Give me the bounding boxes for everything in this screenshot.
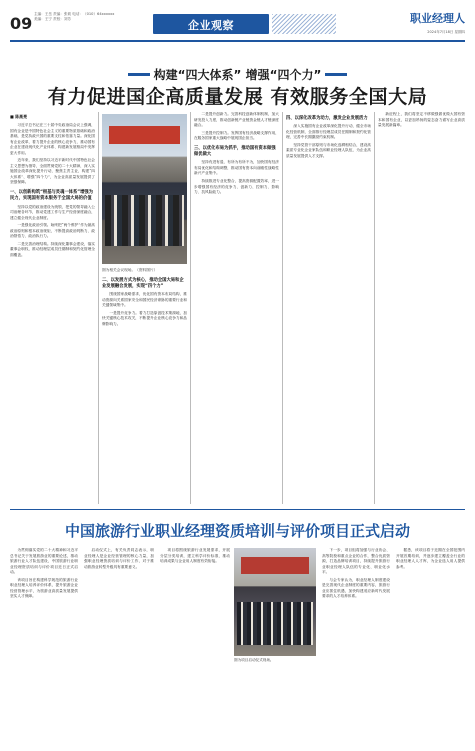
article1-column-4	[286, 112, 371, 504]
section-title: 企业观察	[188, 19, 234, 32]
paragraph: 一是提升竞争力。着力打造原创技术策源地，加快关键核心技术攻关，不断提升企业核心竞争力和品牌影响力。	[102, 310, 187, 326]
article1-headline: 有力促进国企高质量发展 有效服务全国大局	[47, 86, 428, 108]
paragraph: 坚持以党的政治建设为统领，把党的领导融入公司治理各环节，推动党建工作与生产经营深度融合，建立健全现代企业制度。	[10, 204, 95, 220]
paragraph: 项目将围绕旅游行业发展需求，开展分层分类培训，建立科学评价标准，推动培训成果与企业用人制度有效衔接。	[160, 548, 230, 564]
paragraph: 新征程上，我们将坚定不移做强做优做大国有资本和国有企业，以更加昂扬的姿态奋力谱写企业高质量发展新篇章。	[378, 112, 465, 128]
stage-banner	[109, 126, 180, 144]
paragraph: 启动仪式上，有关负责同志表示，职业经理人是企业经营管理的核心力量，加强职业经理资质培训与评价工作，对于推动旅游业转型升级具有重要意义。	[84, 548, 154, 569]
photo-attendees	[237, 602, 312, 645]
editor-meta	[34, 12, 114, 23]
kicker-dash-right	[325, 73, 347, 76]
masthead	[0, 0, 475, 40]
column-divider	[282, 112, 283, 504]
paragraph: 围绕国家战略需求，优化国有资本布局结构，推动资源向关系国家安全和国民经济命脉的重要行业和关键领域集中。	[102, 292, 187, 308]
paragraph: 二是完善治理结构。持续深化董事会建设，落实董事会职权，推动经理层成员任期制和契约化管理全面覆盖。	[10, 241, 95, 257]
byline: ■ 陈高亮	[10, 114, 28, 119]
paragraph: 据悉，该项目将于近期在全国范围内开展首期培训，并逐步建立覆盖全行业的职业经理人人才库，为企业选人用人提供参考。	[396, 548, 465, 569]
paragraph: 一是强化政治引领。始终把“两个维护”作为最高政治原则和根本政治规矩，不断提高政治判断力、政治领悟力、政治执行力。	[10, 223, 95, 239]
article2-body	[10, 548, 465, 740]
article2-headline: 中国旅游行业职业经理资质培训与评价项目正式启动	[64, 522, 410, 540]
banner-hatch-decoration	[272, 14, 336, 34]
section-banner	[153, 14, 269, 34]
editor-meta-line: 主编：王岳 责编：张莉 电话：（010）64xxxxxx	[34, 12, 115, 16]
column-divider	[98, 112, 99, 504]
article2-column-4	[322, 548, 390, 740]
column-divider	[374, 112, 375, 504]
paper-name: 职业经理人	[410, 12, 465, 25]
paragraph: 为贯彻落实党的二十大精神和习近平总书记关于发展旅游业的重要论述，推动旅游行业人才队伍建设，中国旅游行业职业经理资质培训与评价项目近日正式启动。	[10, 548, 78, 575]
paragraph: 下一步，项目组将加强与行业协会、高等院校和重点企业的合作，整合优质资源，打造品牌培训项目，持续提升旅游行业职业经理人队伍的专业化、职业化水平。	[322, 548, 390, 575]
section-heading: 四、以深化改革为动力，激发企业发展活力	[286, 116, 368, 121]
photo-attendees	[105, 195, 183, 246]
section-heading: 一、以创新构筑“根基与灵魂一体系”增强为民力，实现国有资本服务于全国大局的价值	[10, 190, 93, 202]
paragraph: 坚持党管干部原则与市场化选聘相结合，建设高素质专业化企业家队伍和职业经理人队伍，为企业高质量发展提供人才支撑。	[286, 142, 371, 159]
paragraph: 持续推进专业化整合，提高资源配置效率，进一步增强国有经济的竞争力、创新力、控制力、影响力、抗风险能力。	[194, 178, 279, 195]
paragraph: 该项目旨在构建科学规范的旅游行业职业经理人培养评价体系，提升旅游企业经营管理水平，为旅游业高质量发展提供坚实人才保障。	[10, 577, 78, 599]
paragraph: 坚持有进有退、有所为有所不为，加快国有经济布局优化和结构调整，推动国有资本向前瞻性战略性新兴产业集中。	[194, 160, 279, 176]
photo-caption: 图为相关会议现场。（资料图片）	[102, 268, 158, 272]
section-heading: 二、以发展方式为核心，推动全国大局和企业发展融合发展，实现“四个力”	[102, 277, 184, 289]
conference-photo	[102, 114, 187, 264]
article2-column-3	[160, 548, 230, 740]
stage-backdrop	[241, 557, 310, 574]
mid-rule	[10, 509, 465, 510]
page-number: 09	[10, 14, 33, 33]
article1-column-1	[10, 112, 95, 504]
article1-kicker: 构建“四大体系” 增强“四个力”	[153, 68, 322, 82]
article2-column-1	[10, 548, 78, 740]
paper-date: 2024年7月18日 星期四	[427, 30, 465, 34]
article1-column-2	[102, 112, 187, 504]
photo-caption: 图为项目启动仪式现场。	[234, 658, 274, 662]
paragraph: 与会专家认为，职业经理人制度建设是完善现代企业制度的重要内容，旅游行业应抓住机遇，加快构建适应新时代发展要求的人才培养体系。	[322, 577, 390, 599]
top-rule	[10, 40, 465, 42]
paragraph: 深入实施国有企业改革深化提升行动，健全市场化经营机制，全面推行经理层成员任期制和契约化管理，完善中长期激励约束机制。	[286, 124, 371, 140]
section-heading: 三、以优化布局为抓手，推动国有资本做强做优做大	[194, 145, 276, 158]
launch-ceremony-photo	[234, 548, 316, 656]
paragraph: 近年来，我们坚持以习近平新时代中国特色社会主义思想为指导，全面贯彻党的二十大精神，深入实施国企改革深化提升行动，聚焦主责主业，构建“四大体系”、增强“四个力”，为企业高质量发展提供了坚强保障。	[10, 158, 95, 185]
paragraph: 习近平总书记在三十届中央政治局会议上强调，国有企业是中国特色社会主义的重要物质基础和政治基础，是党执政兴国的重要支柱和依靠力量。深化国有企业改革，着力提升企业的核心竞争力，推动国有企业在建设现代化产业体系、构建新发展格局中发挥更大作用。	[10, 123, 95, 155]
article1-column-3	[194, 112, 279, 504]
editor-meta-line: 美编：王宁 责校：刘芳	[34, 17, 72, 22]
article2-column-2	[84, 548, 154, 740]
article2-column-5	[396, 548, 465, 740]
paragraph: 二是提升创新力。完善科技创新体制机制，加大研发投入力度，推动创新链产业链资金链人才链深度融合。	[194, 112, 279, 128]
article1-column-5	[378, 112, 465, 504]
column-divider	[190, 112, 191, 504]
paragraph: 三是提升控制力。发挥国有经济战略支撑作用，在服务国家重大战略中展现国企担当。	[194, 130, 279, 141]
article1-body	[10, 112, 465, 504]
